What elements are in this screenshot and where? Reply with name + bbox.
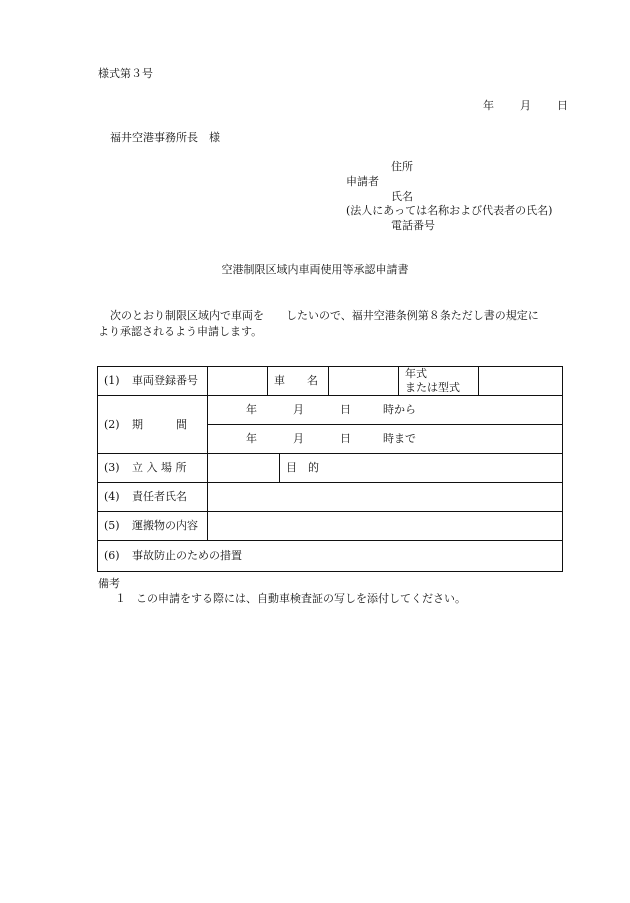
period-to[interactable]: 年 月 日 時まで (208, 425, 563, 454)
row-number: (3) (104, 461, 120, 474)
row-number: (2) (104, 417, 120, 431)
entry-location-label-cell (98, 454, 208, 483)
purpose-cell[interactable] (280, 454, 563, 483)
document-title: 空港制限区域内車両使用等承認申請書 (221, 263, 409, 276)
address-label: 住所 (391, 160, 413, 173)
purpose-label: 目 的 (286, 461, 319, 474)
remarks-item-text: この申請をする際には、自動車検査証の写しを添付してください。 (136, 592, 466, 605)
row-number: (6) (104, 549, 120, 562)
row-number: (4) (104, 490, 120, 503)
period-label-cell (98, 396, 208, 454)
body-line-1: 次のとおり制限区域内で車両を したいので、福井空港条例第８条ただし書の規定に (110, 309, 539, 322)
date-month: 月 (520, 99, 531, 112)
responsible-person-value[interactable] (208, 483, 563, 512)
form-number: 様式第３号 (98, 67, 153, 80)
vehicle-reg-label-cell (98, 367, 208, 396)
row-number: (5) (104, 519, 120, 532)
cargo-contents-label-cell (98, 512, 208, 541)
row-label: 期 間 (132, 417, 187, 431)
row-label: 運搬物の内容 (132, 519, 198, 532)
entry-location-value[interactable] (208, 454, 280, 483)
table-row (98, 541, 563, 572)
date-line (483, 99, 568, 113)
date-day: 日 (557, 99, 568, 112)
model-year-value[interactable] (479, 367, 563, 396)
row-label: 立 入 場 所 (132, 461, 187, 474)
accident-prevention-cell[interactable] (98, 541, 563, 572)
remarks-heading: 備考 (98, 577, 120, 590)
phone-label: 電話番号 (391, 219, 435, 232)
row-label: 責任者氏名 (132, 490, 187, 503)
date-year: 年 (483, 99, 494, 112)
remarks-item (115, 592, 466, 606)
table-row (98, 396, 563, 425)
car-name-label: 車 名 (268, 367, 329, 396)
row-label: 事故防止のための措置 (132, 549, 242, 562)
addressee: 福井空港事務所長 様 (110, 131, 220, 144)
applicant-label: 申請者 (346, 175, 379, 188)
table-row (98, 483, 563, 512)
remarks-item-number: １ (115, 592, 126, 605)
car-name-value[interactable] (329, 367, 399, 396)
table-row (98, 454, 563, 483)
table-row (98, 367, 563, 396)
corporate-note: (法人にあっては名称および代表者の氏名) (346, 204, 553, 217)
application-table (97, 366, 563, 572)
body-line-2: より承認されるよう申請します。 (98, 325, 263, 338)
period-from[interactable]: 年 月 日 時から (208, 396, 563, 425)
cargo-contents-value[interactable] (208, 512, 563, 541)
responsible-person-label-cell (98, 483, 208, 512)
name-label: 氏名 (391, 190, 413, 203)
model-year-label: 年式 または型式 (399, 367, 479, 396)
vehicle-reg-value[interactable] (208, 367, 268, 396)
row-number: (1) (104, 374, 120, 387)
row-label: 車両登録番号 (132, 374, 198, 387)
table-row (98, 512, 563, 541)
